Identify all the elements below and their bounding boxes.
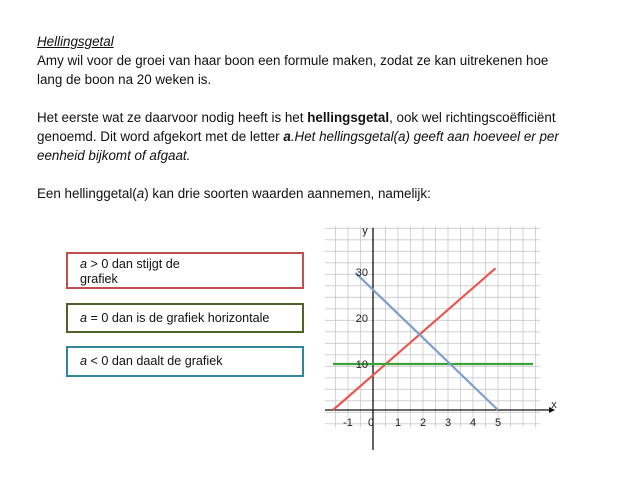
para3-var: a xyxy=(136,186,145,201)
para3-c: ) kan drie soorten waarden aannemen, namelijk: xyxy=(144,186,431,201)
para2-line-2-c: .Het hellingsgetal(a) geeft aan hoeveel er per xyxy=(290,129,559,144)
x-tick-label: 4 xyxy=(469,417,477,429)
intro-line-1: Amy wil voor de groei van haar boon een formule maken, zodat ze kan uitrekenen hoe xyxy=(37,53,549,68)
box-zero xyxy=(66,303,304,333)
graph-lines xyxy=(333,268,533,410)
box-positive-text: > 0 dan stijgt de xyxy=(87,257,180,271)
hellingsgetal-term: hellingsgetal xyxy=(307,110,390,125)
x-tick-label: -1 xyxy=(343,417,353,429)
para3 xyxy=(37,184,431,203)
para2-line-1-a: Het eerste wat ze daarvoor nodig heeft is het xyxy=(37,110,308,125)
x-tick-label: 0 xyxy=(367,417,375,429)
y-tick-label: 30 xyxy=(355,267,368,279)
box-positive xyxy=(66,252,304,289)
y-axis-label: y xyxy=(362,225,368,237)
box-negative xyxy=(66,346,304,377)
heading: Hellingsgetal xyxy=(37,34,114,49)
para2-line-1-c: , ook wel richtingscoëfficiënt xyxy=(389,110,556,125)
line-graph xyxy=(325,222,565,452)
x-tick-label: 3 xyxy=(444,417,452,429)
box-positive-text-2: grafiek xyxy=(80,272,118,286)
box-negative-text: < 0 dan daalt de grafiek xyxy=(87,354,223,368)
box-zero-text: = 0 dan is de grafiek horizontale xyxy=(87,311,270,325)
y-tick-label: 20 xyxy=(355,313,368,325)
graph-grid xyxy=(325,226,540,427)
para3-a: Een hellinggetal( xyxy=(37,186,137,201)
para2-line-2-a: genoemd. Dit word afgekort met de letter xyxy=(37,129,284,144)
box-zero-var: a xyxy=(80,311,88,325)
box-negative-var: a xyxy=(80,354,88,368)
graph-labels xyxy=(343,225,557,429)
x-tick-label: 2 xyxy=(419,417,427,429)
box-positive-var: a xyxy=(80,257,88,271)
x-tick-label: 1 xyxy=(394,417,402,429)
para2-line-2 xyxy=(37,127,559,146)
para2-line-3: eenheid bijkomt of afgaat. xyxy=(37,148,191,163)
intro-line-2: lang de boon na 20 weken is. xyxy=(37,72,212,87)
y-tick-label: 10 xyxy=(355,359,368,371)
line-rising xyxy=(333,268,496,410)
para2-line-1 xyxy=(37,108,556,127)
x-tick-label: 5 xyxy=(494,417,502,429)
letter-a: a xyxy=(283,129,291,144)
x-axis-label: x xyxy=(551,399,557,411)
